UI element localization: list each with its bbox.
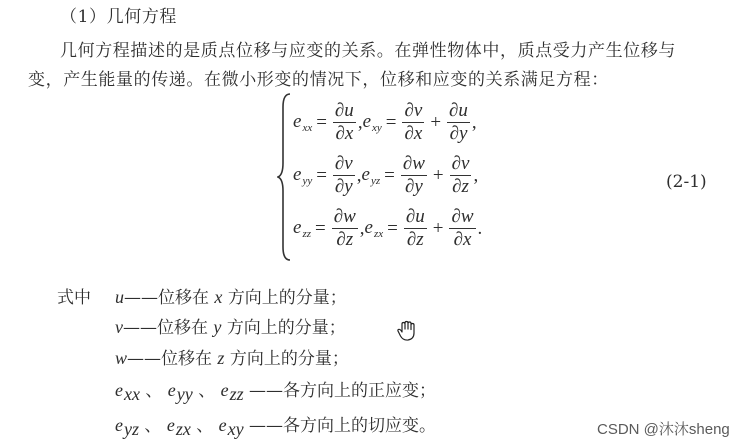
fraction: $\frac{\partial u}{\partial x}$	[334, 100, 354, 144]
section-heading: （1）几何方程	[60, 7, 178, 27]
fraction: $\frac{\partial v}{\partial y}$	[334, 153, 353, 197]
paragraph-line-1: 几何方程描述的是质点位移与应变的关系。在弹性物体中，质点受力产生位移与	[60, 41, 676, 61]
strain-symbol: $e_{yz}$	[361, 164, 381, 187]
definition-u: u——位移在 x 方向上的分量；	[115, 287, 347, 308]
equation-number: (2-1)	[666, 172, 707, 192]
equation-system	[293, 96, 482, 255]
strain-symbol: $e_{xy}$	[362, 111, 382, 134]
watermark: CSDN @沐沐sheng	[597, 421, 730, 438]
strain-symbol: $e_{xx}$	[293, 111, 313, 134]
definition-normal-strain: exx 、 eyy 、 ezz ——各方向上的正应变；	[115, 380, 437, 404]
equation-row-1: $e_{xx}$ = $\frac{\partial u}{\partial x}$ , $e_{xy}$ = $\frac{\partial v}{\partial x}$ + $\frac{\partial u}{\partial y}$ ,	[293, 100, 477, 144]
fraction: $\frac{\partial v}{\partial z}$	[451, 153, 470, 197]
paragraph-line-2: 变，产生能量的传递。在微小形变的情况下，位移和应变的关系满足方程：	[28, 70, 609, 90]
definition-w: w——位移在 z 方向上的分量；	[115, 348, 349, 369]
strain-symbol: $e_{yy}$	[293, 164, 313, 187]
hand-cursor-icon	[396, 320, 420, 342]
fraction: $\frac{\partial w}{\partial x}$	[451, 206, 474, 250]
definitions-intro: 式中	[57, 288, 91, 308]
strain-symbol: $e_{zx}$	[364, 217, 384, 240]
definition-v: v——位移在 y 方向上的分量；	[115, 317, 346, 338]
definition-shear-strain: eyz 、 ezx 、 exy ——各方向上的切应变。	[115, 415, 437, 439]
fraction: $\frac{\partial u}{\partial y}$	[449, 100, 468, 144]
fraction: $\frac{\partial w}{\partial y}$	[402, 153, 425, 197]
equation-brace	[277, 93, 291, 261]
strain-symbol: $e_{zz}$	[293, 217, 311, 240]
fraction: $\frac{\partial v}{\partial x}$	[404, 100, 423, 144]
fraction: $\frac{\partial w}{\partial z}$	[333, 206, 356, 250]
equation-row-3: $e_{zz}$ = $\frac{\partial w}{\partial z}$ , $e_{zx}$ = $\frac{\partial u}{\partial z}$ + $\frac{\partial w}{\partial x}$ .	[293, 206, 483, 250]
fraction: $\frac{\partial u}{\partial z}$	[405, 206, 425, 250]
equation-row-2: $e_{yy}$ = $\frac{\partial v}{\partial y}$ , $e_{yz}$ = $\frac{\partial w}{\partial y}$ + $\frac{\partial v}{\partial z}$ ,	[293, 153, 479, 197]
